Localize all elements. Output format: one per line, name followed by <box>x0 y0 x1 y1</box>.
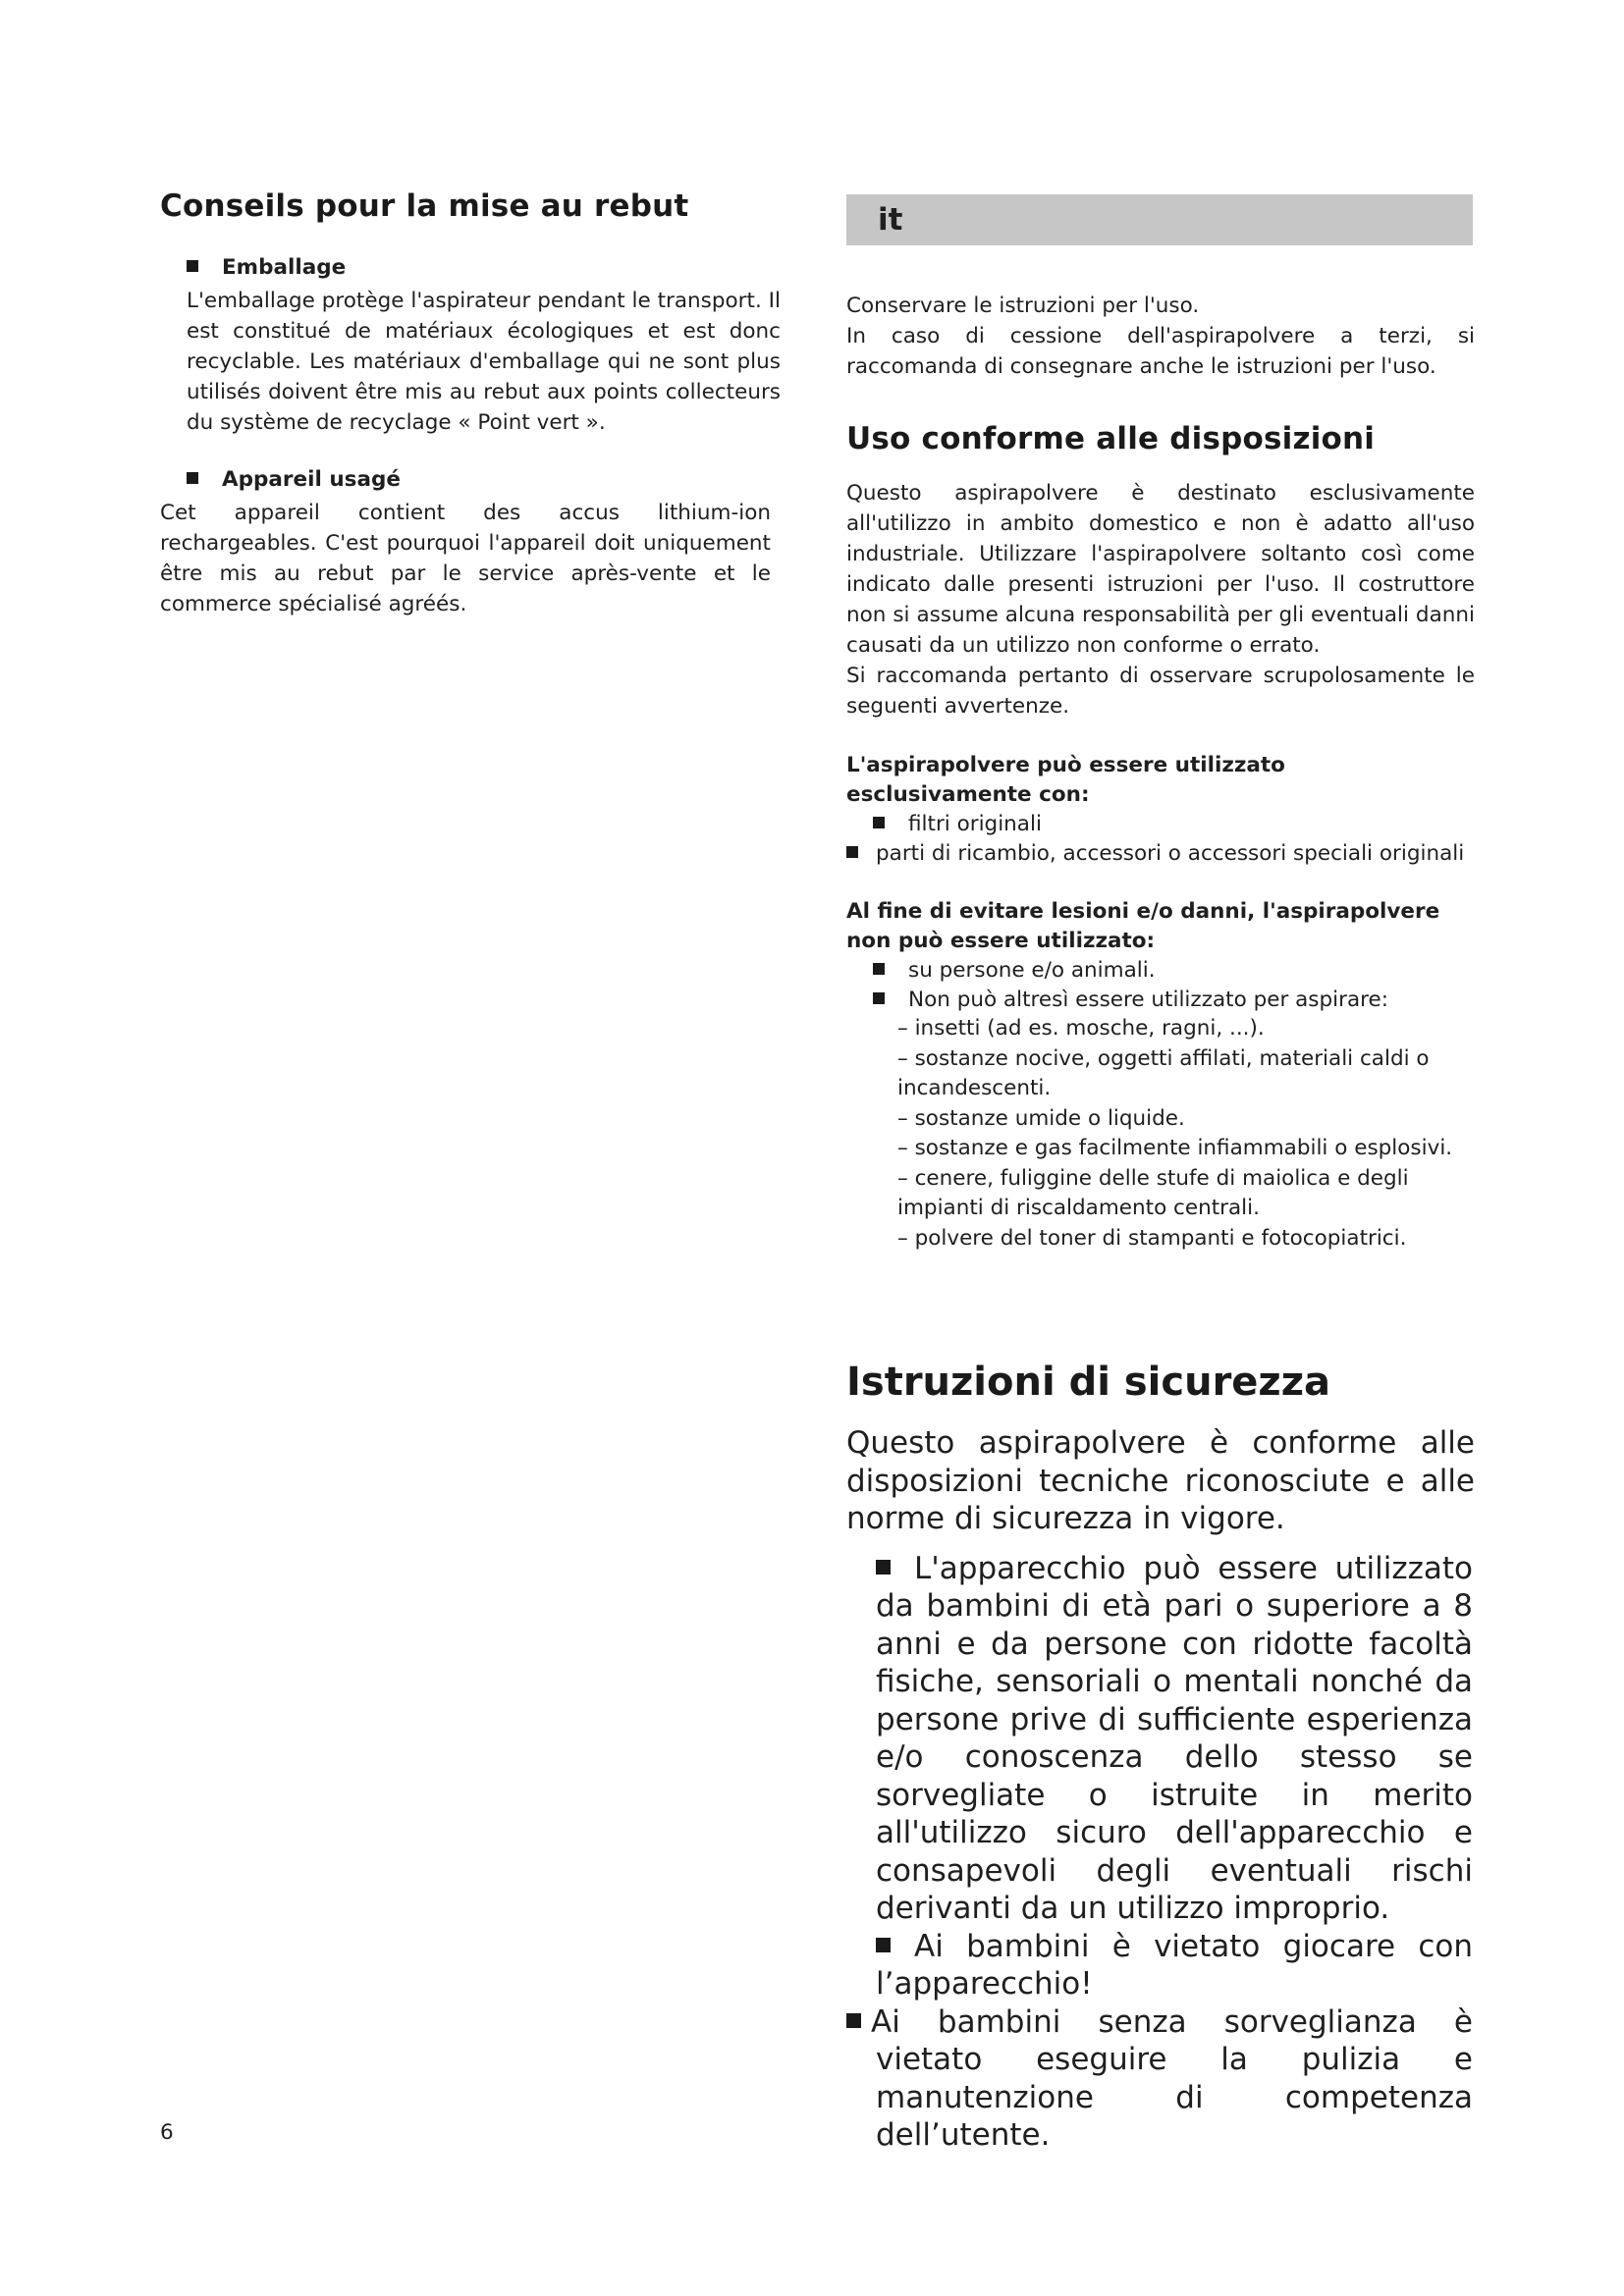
avoid-heading: Al fine di evitare lesioni e/o danni, l'aspirapolvere non può essere utilizzato: <box>846 899 1440 953</box>
old-device-heading: Appareil usagé <box>222 467 401 492</box>
dash-item: – insetti (ad es. mosche, ragni, ...). <box>897 1016 1265 1041</box>
bullet-square-icon <box>873 963 885 975</box>
list-item: Non può altresì essere utilizzato per aspirare: <box>846 986 1475 1015</box>
dash-list <box>846 1014 1457 1254</box>
bullet-square-icon <box>876 1560 891 1575</box>
packaging-section <box>160 253 798 438</box>
intro-line-2: In caso di cessione dell'aspirapolvere a terzi, si raccomanda di consegnare anche le istruzioni per l'uso. <box>846 324 1475 379</box>
list-item: su persone e/o animali. <box>846 956 1475 986</box>
bullet-square-icon <box>876 1938 891 1952</box>
dash-item: – sostanze umide o liquide. <box>897 1105 1185 1131</box>
bullet-square-icon <box>873 992 885 1004</box>
bullet-square-icon <box>873 817 885 828</box>
safety-item: L'apparecchio può essere utilizzato da bambini di età pari o superiore a 8 anni e da persone con ridotte facoltà fisiche, sensoriali o mentali nonché da persone prive di sufficiente esperienza e/o conoscenza dello stesso se sorvegliate o istruite in merito all'utilizzo sicuro dell'apparecchio e consapevoli degli eventuali rischi derivanti da un utilizzo improprio. <box>876 1550 1473 1926</box>
dash-item: – sostanze e gas facilmente infiammabili o esplosivi. <box>897 1136 1453 1160</box>
old-device-section <box>160 465 798 619</box>
language-bar <box>846 194 1473 245</box>
packaging-heading: Emballage <box>222 255 347 280</box>
old-device-text: Cet appareil contient des accus lithium-ion rechargeables. C'est pourquoi l'appareil doit uniquement être mis au rebut par le service après-vente et le commerce spécialisé agréés. <box>160 501 771 616</box>
page-number: 6 <box>160 2120 174 2145</box>
dash-item: – polvere del toner di stampanti e fotocopiatrici. <box>897 1225 1407 1251</box>
safety-item: Ai bambini è vietato giocare con l’apparecchio! <box>876 1928 1473 2002</box>
language-code: it <box>878 202 903 238</box>
right-column <box>846 291 1475 1254</box>
intro-line-1: Conservare le istruzioni per l'uso. <box>846 294 1200 318</box>
left-column <box>160 188 798 619</box>
use-text: Questo aspirapolvere è destinato esclusivamente all'utilizzo in ambito domestico e non è adatto all'uso industriale. Utilizzare l'aspirapolvere soltanto così come indicato dalle presenti istruzioni per l'uso. Il costruttore non si assume alcuna responsabilità per gli eventuali danni causati da un utilizzo non conforme o errato. <box>846 481 1475 658</box>
list-item: filtri originali <box>846 810 1475 839</box>
use-title: Uso conforme alle disposizioni <box>846 421 1376 456</box>
bullet-square-icon <box>846 2013 861 2028</box>
only-with-heading: L'aspirapolvere può essere utilizzato esclusivamente con: <box>846 753 1285 807</box>
use-text-2: Si raccomanda pertanto di osservare scrupolosamente le seguenti avvertenze. <box>846 664 1475 719</box>
bullet-square-icon <box>187 472 198 484</box>
dash-item: – cenere, fuliggine delle stufe di maiolica e degli impianti di riscaldamento centrali. <box>897 1165 1409 1220</box>
dash-item: – sostanze nocive, oggetti affilati, materiali caldi o incandescenti. <box>897 1045 1430 1100</box>
packaging-text: L'emballage protège l'aspirateur pendant le transport. Il est constitué de matériaux écologiques et est donc recyclable. Les matériaux d'emballage qui ne sont plus utilisés doivent être mis au rebut aux points collecteurs du système de recyclage « Point vert ». <box>187 289 781 435</box>
disposal-title: Conseils pour la mise au rebut <box>160 188 689 224</box>
safety-item: Ai bambini senza sorveglianza è vietato eseguire la pulizia e manutenzione di competenza dell’utente. <box>846 2003 1473 2155</box>
list-item: parti di ricambio, accessori o accessori speciali originali <box>846 839 1475 869</box>
safety-section <box>846 1360 1485 2155</box>
safety-intro: Questo aspirapolvere è conforme alle disposizioni tecniche riconosciute e alle norme di sicurezza in vigore. <box>846 1425 1475 1536</box>
bullet-square-icon <box>187 260 198 272</box>
bullet-square-icon <box>846 846 858 858</box>
safety-title: Istruzioni di sicurezza <box>846 1360 1330 1405</box>
